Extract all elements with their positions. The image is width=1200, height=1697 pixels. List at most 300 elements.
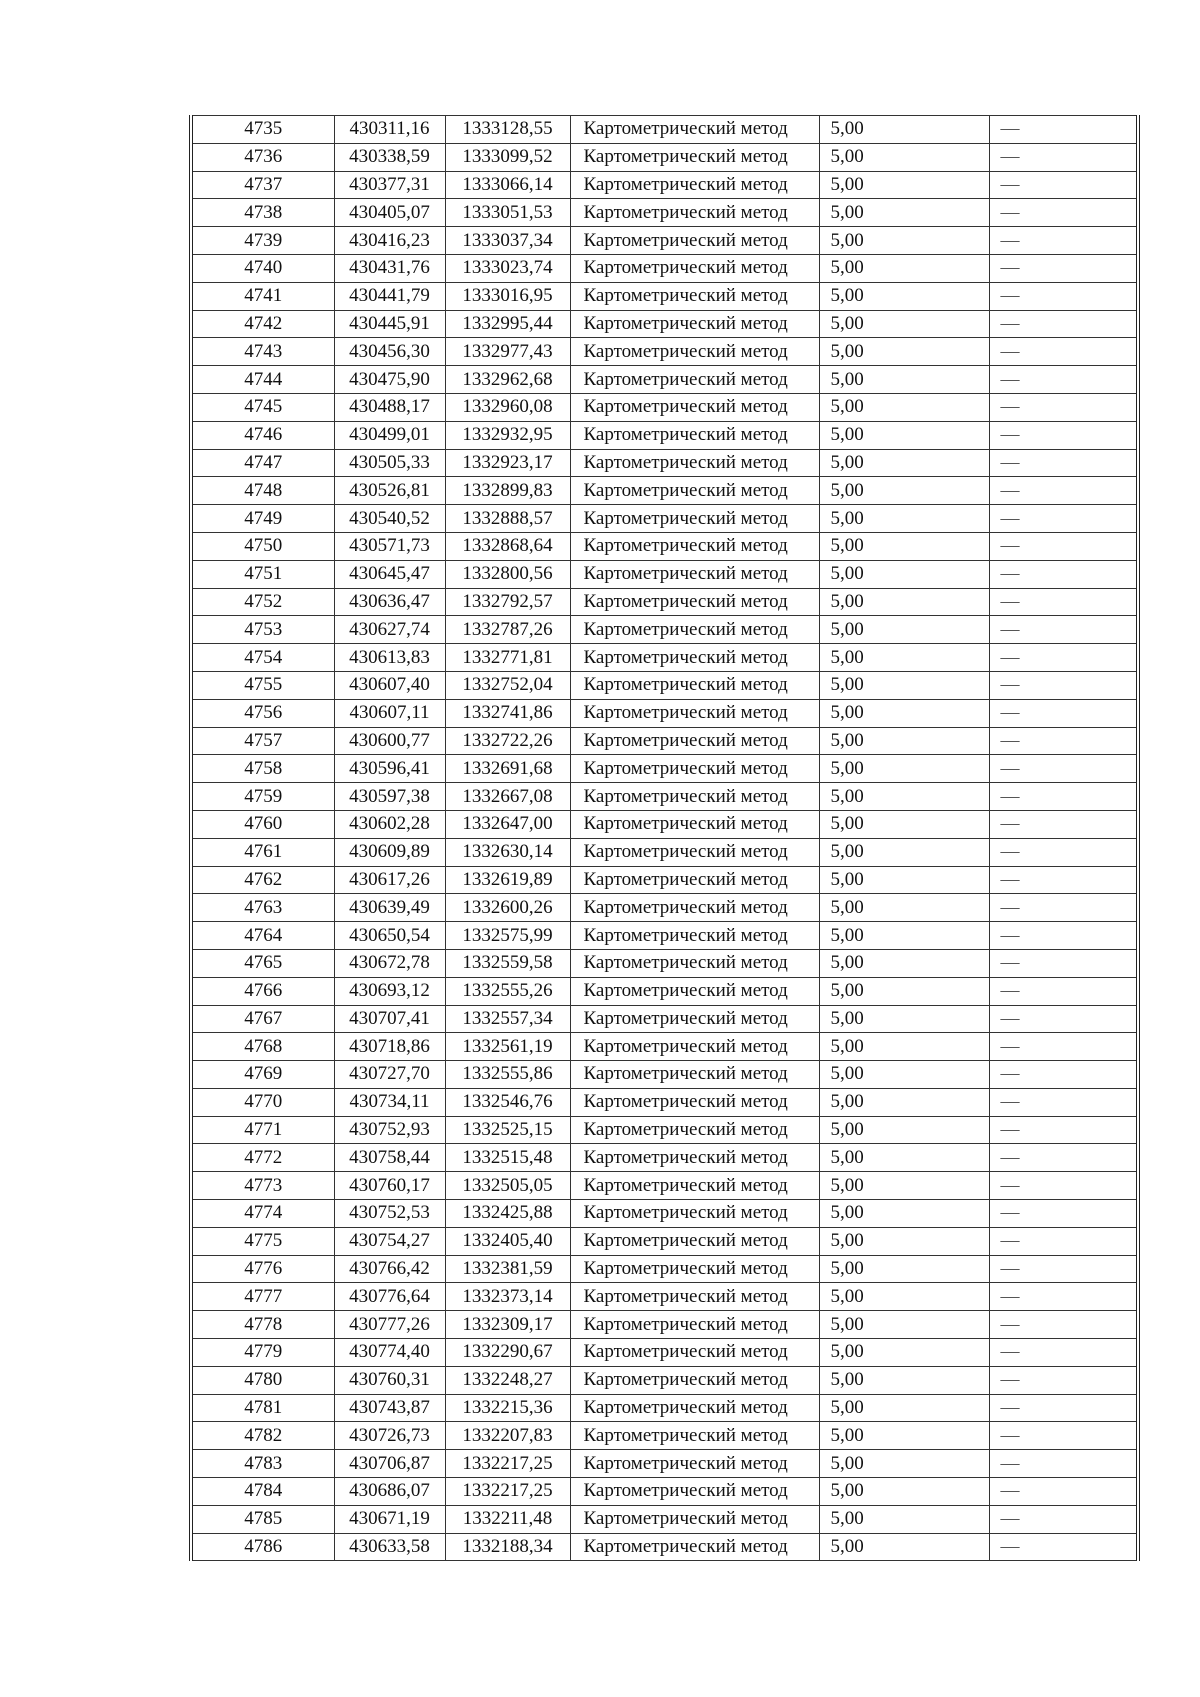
method-cell: Картометрический метод <box>570 1255 819 1283</box>
method-cell: Картометрический метод <box>570 866 819 894</box>
description-cell: — <box>989 616 1138 644</box>
description-cell: — <box>989 1227 1138 1255</box>
method-cell: Картометрический метод <box>570 1116 819 1144</box>
description-cell: — <box>989 588 1138 616</box>
error-cell: 5,00 <box>819 338 989 366</box>
description-cell: — <box>989 116 1138 144</box>
method-cell: Картометрический метод <box>570 1366 819 1394</box>
table-row <box>191 1339 1138 1367</box>
table-row <box>191 505 1138 533</box>
description-cell: — <box>989 699 1138 727</box>
y-coordinate-cell: 1332217,25 <box>445 1478 570 1506</box>
table-row <box>191 1422 1138 1450</box>
y-coordinate-cell: 1332752,04 <box>445 671 570 699</box>
error-cell: 5,00 <box>819 1283 989 1311</box>
description-cell: — <box>989 977 1138 1005</box>
x-coordinate-cell: 430597,38 <box>334 783 445 811</box>
y-coordinate-cell: 1332691,68 <box>445 755 570 783</box>
table-row <box>191 894 1138 922</box>
error-cell: 5,00 <box>819 1311 989 1339</box>
y-coordinate-cell: 1332600,26 <box>445 894 570 922</box>
y-coordinate-cell: 1332960,08 <box>445 393 570 421</box>
x-coordinate-cell: 430445,91 <box>334 310 445 338</box>
table-row <box>191 1033 1138 1061</box>
error-cell: 5,00 <box>819 727 989 755</box>
table-row <box>191 755 1138 783</box>
description-cell: — <box>989 393 1138 421</box>
point-number-cell: 4760 <box>191 810 334 838</box>
table-row <box>191 810 1138 838</box>
y-coordinate-cell: 1332787,26 <box>445 616 570 644</box>
point-number-cell: 4772 <box>191 1144 334 1172</box>
table-row <box>191 449 1138 477</box>
description-cell: — <box>989 366 1138 394</box>
error-cell: 5,00 <box>819 1505 989 1533</box>
method-cell: Картометрический метод <box>570 894 819 922</box>
point-number-cell: 4743 <box>191 338 334 366</box>
point-number-cell: 4735 <box>191 116 334 144</box>
x-coordinate-cell: 430602,28 <box>334 810 445 838</box>
description-cell: — <box>989 143 1138 171</box>
description-cell: — <box>989 644 1138 672</box>
x-coordinate-cell: 430639,49 <box>334 894 445 922</box>
description-cell: — <box>989 1422 1138 1450</box>
table-row <box>191 1088 1138 1116</box>
point-number-cell: 4786 <box>191 1533 334 1561</box>
point-number-cell: 4783 <box>191 1450 334 1478</box>
point-number-cell: 4785 <box>191 1505 334 1533</box>
table-row <box>191 1255 1138 1283</box>
table-row <box>191 1505 1138 1533</box>
y-coordinate-cell: 1332248,27 <box>445 1366 570 1394</box>
error-cell: 5,00 <box>819 171 989 199</box>
description-cell: — <box>989 449 1138 477</box>
method-cell: Картометрический метод <box>570 1144 819 1172</box>
description-cell: — <box>989 922 1138 950</box>
error-cell: 5,00 <box>819 866 989 894</box>
y-coordinate-cell: 1333099,52 <box>445 143 570 171</box>
method-cell: Картометрический метод <box>570 588 819 616</box>
table-row <box>191 977 1138 1005</box>
y-coordinate-cell: 1332667,08 <box>445 783 570 811</box>
point-number-cell: 4754 <box>191 644 334 672</box>
table-row <box>191 421 1138 449</box>
table-row <box>191 671 1138 699</box>
method-cell: Картометрический метод <box>570 977 819 1005</box>
table-row <box>191 1005 1138 1033</box>
table-row <box>191 866 1138 894</box>
error-cell: 5,00 <box>819 532 989 560</box>
method-cell: Картометрический метод <box>570 1061 819 1089</box>
error-cell: 5,00 <box>819 477 989 505</box>
point-number-cell: 4767 <box>191 1005 334 1033</box>
point-number-cell: 4784 <box>191 1478 334 1506</box>
method-cell: Картометрический метод <box>570 532 819 560</box>
table-row <box>191 949 1138 977</box>
description-cell: — <box>989 282 1138 310</box>
table-row <box>191 644 1138 672</box>
x-coordinate-cell: 430726,73 <box>334 1422 445 1450</box>
table-row <box>191 783 1138 811</box>
method-cell: Картометрический метод <box>570 1005 819 1033</box>
y-coordinate-cell: 1333128,55 <box>445 116 570 144</box>
point-number-cell: 4736 <box>191 143 334 171</box>
point-number-cell: 4769 <box>191 1061 334 1089</box>
y-coordinate-cell: 1332630,14 <box>445 838 570 866</box>
x-coordinate-cell: 430743,87 <box>334 1394 445 1422</box>
method-cell: Картометрический метод <box>570 421 819 449</box>
y-coordinate-cell: 1332505,05 <box>445 1172 570 1200</box>
error-cell: 5,00 <box>819 1200 989 1228</box>
method-cell: Картометрический метод <box>570 227 819 255</box>
x-coordinate-cell: 430499,01 <box>334 421 445 449</box>
x-coordinate-cell: 430706,87 <box>334 1450 445 1478</box>
x-coordinate-cell: 430456,30 <box>334 338 445 366</box>
error-cell: 5,00 <box>819 254 989 282</box>
x-coordinate-cell: 430627,74 <box>334 616 445 644</box>
x-coordinate-cell: 430416,23 <box>334 227 445 255</box>
description-cell: — <box>989 1283 1138 1311</box>
x-coordinate-cell: 430405,07 <box>334 199 445 227</box>
method-cell: Картометрический метод <box>570 1505 819 1533</box>
y-coordinate-cell: 1332868,64 <box>445 532 570 560</box>
x-coordinate-cell: 430609,89 <box>334 838 445 866</box>
point-number-cell: 4753 <box>191 616 334 644</box>
error-cell: 5,00 <box>819 421 989 449</box>
point-number-cell: 4778 <box>191 1311 334 1339</box>
description-cell: — <box>989 755 1138 783</box>
x-coordinate-cell: 430571,73 <box>334 532 445 560</box>
x-coordinate-cell: 430758,44 <box>334 1144 445 1172</box>
y-coordinate-cell: 1332722,26 <box>445 727 570 755</box>
y-coordinate-cell: 1332932,95 <box>445 421 570 449</box>
method-cell: Картометрический метод <box>570 366 819 394</box>
y-coordinate-cell: 1332309,17 <box>445 1311 570 1339</box>
method-cell: Картометрический метод <box>570 254 819 282</box>
table-row <box>191 1450 1138 1478</box>
description-cell: — <box>989 421 1138 449</box>
y-coordinate-cell: 1332741,86 <box>445 699 570 727</box>
point-number-cell: 4773 <box>191 1172 334 1200</box>
description-cell: — <box>989 1255 1138 1283</box>
y-coordinate-cell: 1332923,17 <box>445 449 570 477</box>
point-number-cell: 4764 <box>191 922 334 950</box>
y-coordinate-cell: 1332771,81 <box>445 644 570 672</box>
table-row <box>191 1144 1138 1172</box>
description-cell: — <box>989 532 1138 560</box>
y-coordinate-cell: 1332995,44 <box>445 310 570 338</box>
table-row <box>191 1172 1138 1200</box>
point-number-cell: 4775 <box>191 1227 334 1255</box>
description-cell: — <box>989 783 1138 811</box>
y-coordinate-cell: 1332515,48 <box>445 1144 570 1172</box>
error-cell: 5,00 <box>819 1116 989 1144</box>
x-coordinate-cell: 430727,70 <box>334 1061 445 1089</box>
point-number-cell: 4763 <box>191 894 334 922</box>
table-row <box>191 922 1138 950</box>
y-coordinate-cell: 1332888,57 <box>445 505 570 533</box>
table-row <box>191 143 1138 171</box>
point-number-cell: 4774 <box>191 1200 334 1228</box>
description-cell: — <box>989 1339 1138 1367</box>
x-coordinate-cell: 430596,41 <box>334 755 445 783</box>
x-coordinate-cell: 430607,40 <box>334 671 445 699</box>
point-number-cell: 4782 <box>191 1422 334 1450</box>
error-cell: 5,00 <box>819 1422 989 1450</box>
method-cell: Картометрический метод <box>570 199 819 227</box>
point-number-cell: 4745 <box>191 393 334 421</box>
y-coordinate-cell: 1332619,89 <box>445 866 570 894</box>
y-coordinate-cell: 1333037,34 <box>445 227 570 255</box>
error-cell: 5,00 <box>819 644 989 672</box>
x-coordinate-cell: 430776,64 <box>334 1283 445 1311</box>
point-number-cell: 4752 <box>191 588 334 616</box>
x-coordinate-cell: 430607,11 <box>334 699 445 727</box>
y-coordinate-cell: 1332792,57 <box>445 588 570 616</box>
table-row <box>191 199 1138 227</box>
description-cell: — <box>989 560 1138 588</box>
table-row <box>191 227 1138 255</box>
description-cell: — <box>989 1005 1138 1033</box>
point-number-cell: 4761 <box>191 838 334 866</box>
method-cell: Картометрический метод <box>570 282 819 310</box>
point-number-cell: 4766 <box>191 977 334 1005</box>
y-coordinate-cell: 1332561,19 <box>445 1033 570 1061</box>
table-row <box>191 1533 1138 1561</box>
table-row <box>191 254 1138 282</box>
x-coordinate-cell: 430540,52 <box>334 505 445 533</box>
table-row <box>191 1366 1138 1394</box>
point-number-cell: 4768 <box>191 1033 334 1061</box>
table-row <box>191 338 1138 366</box>
y-coordinate-cell: 1332962,68 <box>445 366 570 394</box>
error-cell: 5,00 <box>819 1227 989 1255</box>
description-cell: — <box>989 810 1138 838</box>
point-number-cell: 4749 <box>191 505 334 533</box>
description-cell: — <box>989 338 1138 366</box>
x-coordinate-cell: 430774,40 <box>334 1339 445 1367</box>
y-coordinate-cell: 1332373,14 <box>445 1283 570 1311</box>
y-coordinate-cell: 1332555,86 <box>445 1061 570 1089</box>
description-cell: — <box>989 1478 1138 1506</box>
description-cell: — <box>989 505 1138 533</box>
y-coordinate-cell: 1332290,67 <box>445 1339 570 1367</box>
point-number-cell: 4781 <box>191 1394 334 1422</box>
y-coordinate-cell: 1332405,40 <box>445 1227 570 1255</box>
point-number-cell: 4776 <box>191 1255 334 1283</box>
point-number-cell: 4755 <box>191 671 334 699</box>
point-number-cell: 4779 <box>191 1339 334 1367</box>
x-coordinate-cell: 430377,31 <box>334 171 445 199</box>
description-cell: — <box>989 1144 1138 1172</box>
coordinates-table-body <box>191 116 1138 1561</box>
x-coordinate-cell: 430754,27 <box>334 1227 445 1255</box>
x-coordinate-cell: 430505,33 <box>334 449 445 477</box>
description-cell: — <box>989 838 1138 866</box>
error-cell: 5,00 <box>819 922 989 950</box>
x-coordinate-cell: 430600,77 <box>334 727 445 755</box>
description-cell: — <box>989 1533 1138 1561</box>
error-cell: 5,00 <box>819 1450 989 1478</box>
method-cell: Картометрический метод <box>570 949 819 977</box>
table-row <box>191 727 1138 755</box>
method-cell: Картометрический метод <box>570 1394 819 1422</box>
description-cell: — <box>989 1116 1138 1144</box>
method-cell: Картометрический метод <box>570 449 819 477</box>
x-coordinate-cell: 430613,83 <box>334 644 445 672</box>
y-coordinate-cell: 1333051,53 <box>445 199 570 227</box>
error-cell: 5,00 <box>819 588 989 616</box>
x-coordinate-cell: 430441,79 <box>334 282 445 310</box>
description-cell: — <box>989 1505 1138 1533</box>
error-cell: 5,00 <box>819 1172 989 1200</box>
x-coordinate-cell: 430752,93 <box>334 1116 445 1144</box>
error-cell: 5,00 <box>819 1005 989 1033</box>
error-cell: 5,00 <box>819 282 989 310</box>
x-coordinate-cell: 430526,81 <box>334 477 445 505</box>
y-coordinate-cell: 1332207,83 <box>445 1422 570 1450</box>
error-cell: 5,00 <box>819 1144 989 1172</box>
x-coordinate-cell: 430672,78 <box>334 949 445 977</box>
point-number-cell: 4757 <box>191 727 334 755</box>
method-cell: Картометрический метод <box>570 1172 819 1200</box>
y-coordinate-cell: 1332217,25 <box>445 1450 570 1478</box>
method-cell: Картометрический метод <box>570 505 819 533</box>
x-coordinate-cell: 430650,54 <box>334 922 445 950</box>
method-cell: Картометрический метод <box>570 1088 819 1116</box>
point-number-cell: 4780 <box>191 1366 334 1394</box>
table-row <box>191 1200 1138 1228</box>
table-row <box>191 532 1138 560</box>
table-row <box>191 1283 1138 1311</box>
table-row <box>191 393 1138 421</box>
y-coordinate-cell: 1333066,14 <box>445 171 570 199</box>
description-cell: — <box>989 894 1138 922</box>
method-cell: Картометрический метод <box>570 1283 819 1311</box>
point-number-cell: 4741 <box>191 282 334 310</box>
table-row <box>191 1311 1138 1339</box>
method-cell: Картометрический метод <box>570 810 819 838</box>
point-number-cell: 4747 <box>191 449 334 477</box>
method-cell: Картометрический метод <box>570 310 819 338</box>
table-row <box>191 477 1138 505</box>
description-cell: — <box>989 1172 1138 1200</box>
point-number-cell: 4751 <box>191 560 334 588</box>
method-cell: Картометрический метод <box>570 171 819 199</box>
y-coordinate-cell: 1332188,34 <box>445 1533 570 1561</box>
y-coordinate-cell: 1332211,48 <box>445 1505 570 1533</box>
coordinates-table <box>189 115 1140 1561</box>
error-cell: 5,00 <box>819 783 989 811</box>
error-cell: 5,00 <box>819 1478 989 1506</box>
x-coordinate-cell: 430475,90 <box>334 366 445 394</box>
y-coordinate-cell: 1332977,43 <box>445 338 570 366</box>
x-coordinate-cell: 430338,59 <box>334 143 445 171</box>
method-cell: Картометрический метод <box>570 699 819 727</box>
x-coordinate-cell: 430752,53 <box>334 1200 445 1228</box>
description-cell: — <box>989 477 1138 505</box>
description-cell: — <box>989 1033 1138 1061</box>
description-cell: — <box>989 866 1138 894</box>
description-cell: — <box>989 1200 1138 1228</box>
error-cell: 5,00 <box>819 1339 989 1367</box>
method-cell: Картометрический метод <box>570 1200 819 1228</box>
point-number-cell: 4770 <box>191 1088 334 1116</box>
x-coordinate-cell: 430671,19 <box>334 1505 445 1533</box>
point-number-cell: 4758 <box>191 755 334 783</box>
error-cell: 5,00 <box>819 894 989 922</box>
y-coordinate-cell: 1332215,36 <box>445 1394 570 1422</box>
point-number-cell: 4742 <box>191 310 334 338</box>
point-number-cell: 4756 <box>191 699 334 727</box>
x-coordinate-cell: 430734,11 <box>334 1088 445 1116</box>
table-row <box>191 588 1138 616</box>
error-cell: 5,00 <box>819 1394 989 1422</box>
x-coordinate-cell: 430777,26 <box>334 1311 445 1339</box>
x-coordinate-cell: 430760,31 <box>334 1366 445 1394</box>
table-row <box>191 171 1138 199</box>
method-cell: Картометрический метод <box>570 1478 819 1506</box>
method-cell: Картометрический метод <box>570 644 819 672</box>
y-coordinate-cell: 1332800,56 <box>445 560 570 588</box>
error-cell: 5,00 <box>819 393 989 421</box>
y-coordinate-cell: 1332555,26 <box>445 977 570 1005</box>
y-coordinate-cell: 1332546,76 <box>445 1088 570 1116</box>
error-cell: 5,00 <box>819 560 989 588</box>
description-cell: — <box>989 671 1138 699</box>
error-cell: 5,00 <box>819 699 989 727</box>
x-coordinate-cell: 430766,42 <box>334 1255 445 1283</box>
error-cell: 5,00 <box>819 227 989 255</box>
error-cell: 5,00 <box>819 671 989 699</box>
description-cell: — <box>989 310 1138 338</box>
error-cell: 5,00 <box>819 143 989 171</box>
table-row <box>191 1061 1138 1089</box>
method-cell: Картометрический метод <box>570 838 819 866</box>
method-cell: Картометрический метод <box>570 1422 819 1450</box>
point-number-cell: 4759 <box>191 783 334 811</box>
y-coordinate-cell: 1333023,74 <box>445 254 570 282</box>
table-row <box>191 1394 1138 1422</box>
error-cell: 5,00 <box>819 810 989 838</box>
y-coordinate-cell: 1332575,99 <box>445 922 570 950</box>
point-number-cell: 4737 <box>191 171 334 199</box>
method-cell: Картометрический метод <box>570 1533 819 1561</box>
x-coordinate-cell: 430707,41 <box>334 1005 445 1033</box>
description-cell: — <box>989 727 1138 755</box>
method-cell: Картометрический метод <box>570 922 819 950</box>
method-cell: Картометрический метод <box>570 477 819 505</box>
error-cell: 5,00 <box>819 505 989 533</box>
x-coordinate-cell: 430311,16 <box>334 116 445 144</box>
point-number-cell: 4738 <box>191 199 334 227</box>
table-row <box>191 560 1138 588</box>
error-cell: 5,00 <box>819 1033 989 1061</box>
table-row <box>191 1116 1138 1144</box>
y-coordinate-cell: 1333016,95 <box>445 282 570 310</box>
point-number-cell: 4750 <box>191 532 334 560</box>
x-coordinate-cell: 430718,86 <box>334 1033 445 1061</box>
method-cell: Картометрический метод <box>570 116 819 144</box>
description-cell: — <box>989 1088 1138 1116</box>
y-coordinate-cell: 1332381,59 <box>445 1255 570 1283</box>
method-cell: Картометрический метод <box>570 755 819 783</box>
method-cell: Картометрический метод <box>570 1450 819 1478</box>
point-number-cell: 4777 <box>191 1283 334 1311</box>
table-row <box>191 282 1138 310</box>
error-cell: 5,00 <box>819 1533 989 1561</box>
description-cell: — <box>989 1061 1138 1089</box>
